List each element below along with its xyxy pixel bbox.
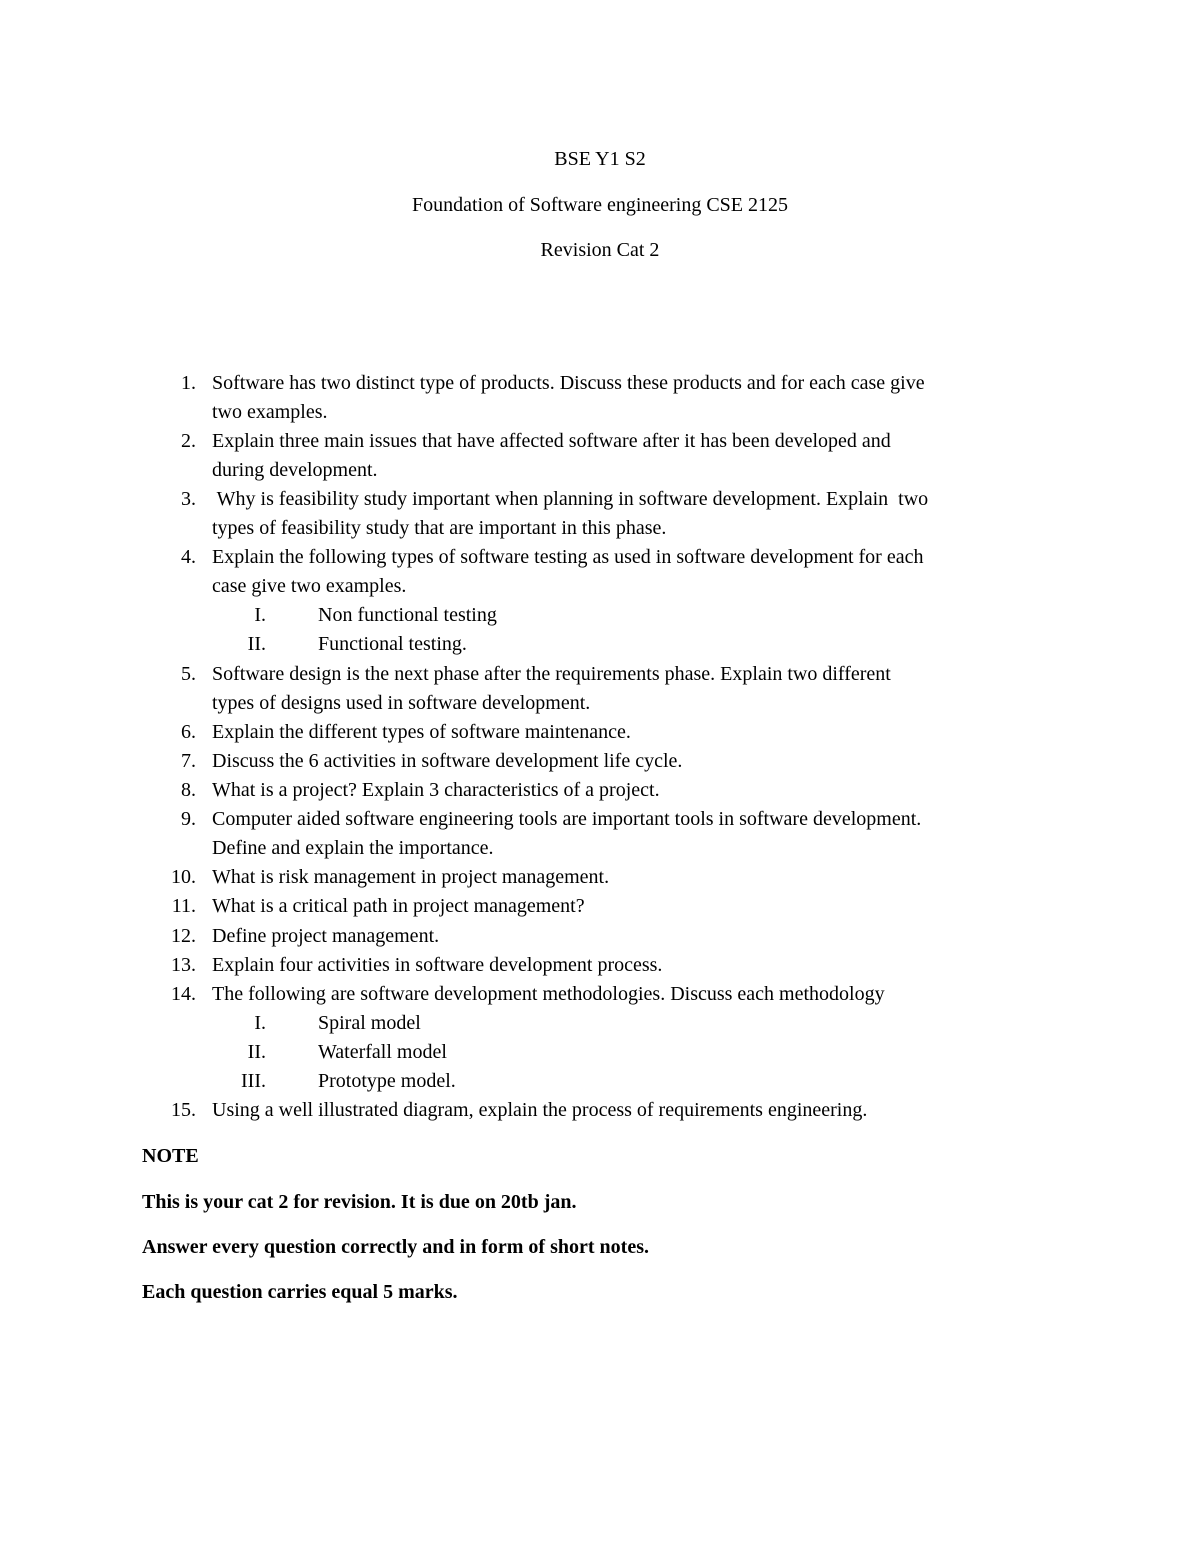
question-text-line: types of feasibility study that are important in this phase. (212, 517, 667, 539)
note-line: Each question carries equal 5 marks. (142, 1281, 458, 1303)
question-text-line: Why is feasibility study important when planning in software development. Explain two (212, 488, 929, 510)
question-text-line: Explain four activities in software development process. (212, 954, 663, 976)
question-number: 2. (181, 430, 196, 452)
question-text-line: Computer aided software engineering tools are important tools in software development. (212, 808, 922, 830)
note-line: This is your cat 2 for revision. It is due on 20tb jan. (142, 1191, 577, 1213)
sub-item-number: II. (247, 1041, 266, 1063)
question-text-line: What is a project? Explain 3 characteristics of a project. (212, 779, 660, 801)
program-heading: BSE Y1 S2 (554, 148, 646, 170)
note-line: Answer every question correctly and in form of short notes. (142, 1236, 649, 1258)
sub-item-number: I. (254, 604, 266, 626)
sub-item-number: I. (254, 1012, 266, 1034)
question-number: 12. (171, 925, 196, 947)
question-text-line: Explain the different types of software maintenance. (212, 721, 631, 743)
question-number: 11. (171, 895, 196, 917)
question-text-line: Using a well illustrated diagram, explain the process of requirements engineering. (212, 1099, 868, 1121)
question-text-line: Software design is the next phase after the requirements phase. Explain two different (212, 663, 891, 685)
question-text-line: Software has two distinct type of products. Discuss these products and for each case give (212, 372, 925, 394)
question-text-line: case give two examples. (212, 575, 407, 597)
question-number: 7. (181, 750, 196, 772)
question-number: 5. (181, 663, 196, 685)
course-heading: Foundation of Software engineering CSE 2125 (411, 194, 789, 216)
question-text-line: Explain three main issues that have affected software after it has been developed and (212, 430, 891, 452)
page-title: Revision Cat 2 (540, 239, 660, 261)
sub-item-text: Waterfall model (318, 1041, 447, 1063)
question-number: 1. (181, 372, 196, 394)
question-text-line: The following are software development methodologies. Discuss each methodology (212, 983, 885, 1005)
question-number: 6. (181, 721, 196, 743)
question-number: 8. (181, 779, 196, 801)
sub-item-text: Non functional testing (318, 604, 497, 626)
sub-item-number: II. (247, 633, 266, 655)
question-text-line: two examples. (212, 401, 328, 423)
question-text-line: during development. (212, 459, 378, 481)
sub-item-text: Functional testing. (318, 633, 467, 655)
question-text-line: What is risk management in project management. (212, 866, 610, 888)
sub-item-text: Prototype model. (318, 1070, 456, 1092)
note-heading: NOTE (142, 1145, 199, 1167)
question-number: 13. (171, 954, 196, 976)
question-number: 14. (171, 983, 196, 1005)
question-text-line: Define project management. (212, 925, 440, 947)
question-number: 10. (171, 866, 196, 888)
question-text-line: types of designs used in software development. (212, 692, 591, 714)
sub-item-number: III. (241, 1070, 266, 1092)
question-number: 15. (171, 1099, 196, 1121)
question-text-line: Define and explain the importance. (212, 837, 494, 859)
sub-item-text: Spiral model (318, 1012, 421, 1034)
question-number: 3. (181, 488, 196, 510)
question-text-line: Discuss the 6 activities in software development life cycle. (212, 750, 683, 772)
question-number: 9. (181, 808, 196, 830)
question-number: 4. (181, 546, 196, 568)
question-text-line: What is a critical path in project management? (212, 895, 585, 917)
question-text-line: Explain the following types of software testing as used in software development for each (212, 546, 924, 568)
